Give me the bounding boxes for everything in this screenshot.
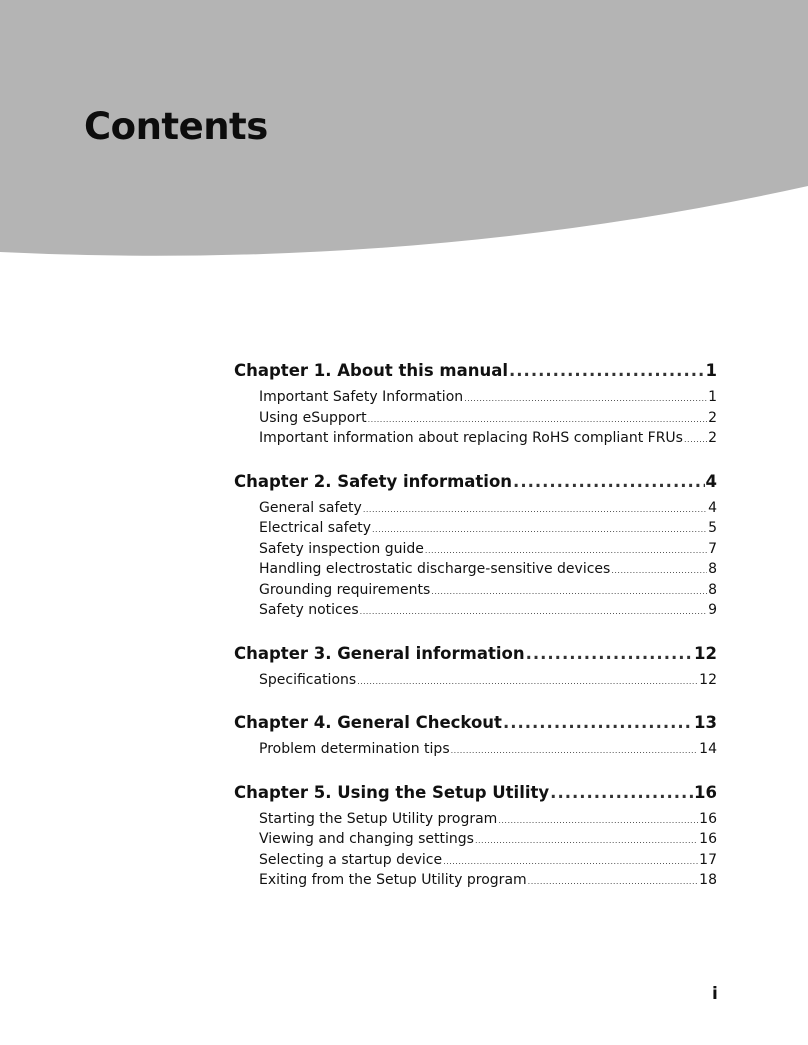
dot-leader (684, 430, 707, 451)
chapter-page-number: 13 (694, 713, 717, 732)
section-entry[interactable] (234, 809, 717, 830)
chapter-title: Chapter 1. About this manual (234, 361, 509, 380)
chapter-page-number: 1 (705, 361, 717, 380)
dot-leader (368, 410, 707, 431)
section-page-number: 8 (708, 561, 717, 577)
section-title: Using eSupport (259, 409, 367, 426)
section-title: Safety inspection guide (259, 540, 424, 557)
section-title: Important Safety Information (259, 389, 464, 405)
section-page-number: 18 (699, 872, 717, 888)
section-page-number: 8 (708, 581, 717, 598)
section-page-number: 14 (699, 741, 717, 757)
dot-leader (363, 500, 707, 521)
section-entry[interactable] (234, 870, 717, 891)
chapter-entry[interactable] (234, 469, 717, 494)
section-page-number: 9 (708, 602, 717, 618)
chapter-title: Chapter 4. General Checkout (234, 713, 502, 732)
chapter-2 (234, 469, 717, 621)
dot-leader (443, 852, 698, 873)
section-entry[interactable] (234, 539, 717, 560)
dot-leader (513, 469, 704, 494)
chapter-page-number: 16 (694, 782, 717, 802)
section-page-number: 7 (708, 540, 717, 557)
chapter-title: Chapter 5. Using the Setup Utility (234, 782, 550, 802)
section-page-number: 5 (708, 520, 717, 536)
chapter-4 (234, 710, 717, 760)
section-entry[interactable] (234, 600, 717, 621)
chapter-title: Chapter 2. Safety information (234, 471, 513, 491)
section-title: Electrical safety (259, 520, 371, 536)
section-entry[interactable] (234, 559, 717, 580)
section-page-number: 16 (699, 810, 717, 827)
section-title: General safety (259, 499, 362, 516)
section-entry[interactable] (234, 408, 717, 429)
section-page-number: 12 (699, 671, 717, 688)
chapter-entry[interactable] (234, 780, 717, 805)
section-title: Safety notices (259, 602, 359, 618)
dot-leader (475, 831, 698, 852)
dot-leader (509, 358, 705, 383)
section-title: Grounding requirements (259, 581, 431, 598)
chapter-entry[interactable] (234, 358, 717, 383)
chapter-1 (234, 358, 717, 449)
page-number: i (712, 984, 718, 1004)
chapter-3 (234, 641, 717, 691)
section-entry[interactable] (234, 498, 717, 519)
section-entry[interactable] (234, 428, 717, 449)
section-entry[interactable] (234, 739, 717, 760)
section-title: Specifications (259, 671, 357, 688)
section-entry[interactable] (234, 580, 717, 601)
section-entry[interactable] (234, 518, 717, 539)
dot-leader (550, 780, 693, 805)
section-page-number: 16 (699, 831, 717, 847)
chapter-entry[interactable] (234, 641, 717, 666)
dot-leader (611, 561, 707, 582)
dot-leader (360, 602, 707, 623)
chapter-entry[interactable] (234, 710, 717, 735)
section-title: Selecting a startup device (259, 851, 443, 868)
dot-leader (498, 811, 698, 832)
section-title: Problem determination tips (259, 741, 450, 757)
dot-leader (425, 541, 707, 562)
section-entry[interactable] (234, 670, 717, 691)
dot-leader (503, 710, 693, 735)
chapter-page-number: 12 (694, 643, 717, 663)
section-page-number: 17 (699, 851, 717, 868)
section-page-number: 4 (708, 499, 717, 516)
section-page-number: 1 (708, 389, 717, 405)
dot-leader (357, 672, 698, 693)
dot-leader (431, 582, 707, 603)
section-entry[interactable] (234, 829, 717, 850)
section-page-number: 2 (708, 430, 717, 446)
section-title: Handling electrostatic discharge-sensitive devices (259, 561, 611, 577)
section-title: Viewing and changing settings (259, 831, 474, 847)
section-page-number: 2 (708, 409, 717, 426)
section-title: Important information about replacing RoHS compliant FRUs (259, 430, 683, 446)
section-title: Starting the Setup Utility program (259, 810, 498, 827)
dot-leader (464, 389, 707, 410)
chapter-page-number: 4 (705, 471, 717, 491)
section-title: Exiting from the Setup Utility program (259, 872, 527, 888)
chapter-5 (234, 780, 717, 891)
dot-leader (372, 520, 707, 541)
page-title: Contents (84, 105, 268, 148)
dot-leader (451, 741, 699, 762)
dot-leader (526, 641, 693, 666)
dot-leader (528, 872, 699, 893)
section-entry[interactable] (234, 850, 717, 871)
section-entry[interactable] (234, 387, 717, 408)
table-of-contents (234, 358, 717, 891)
chapter-title: Chapter 3. General information (234, 643, 525, 663)
